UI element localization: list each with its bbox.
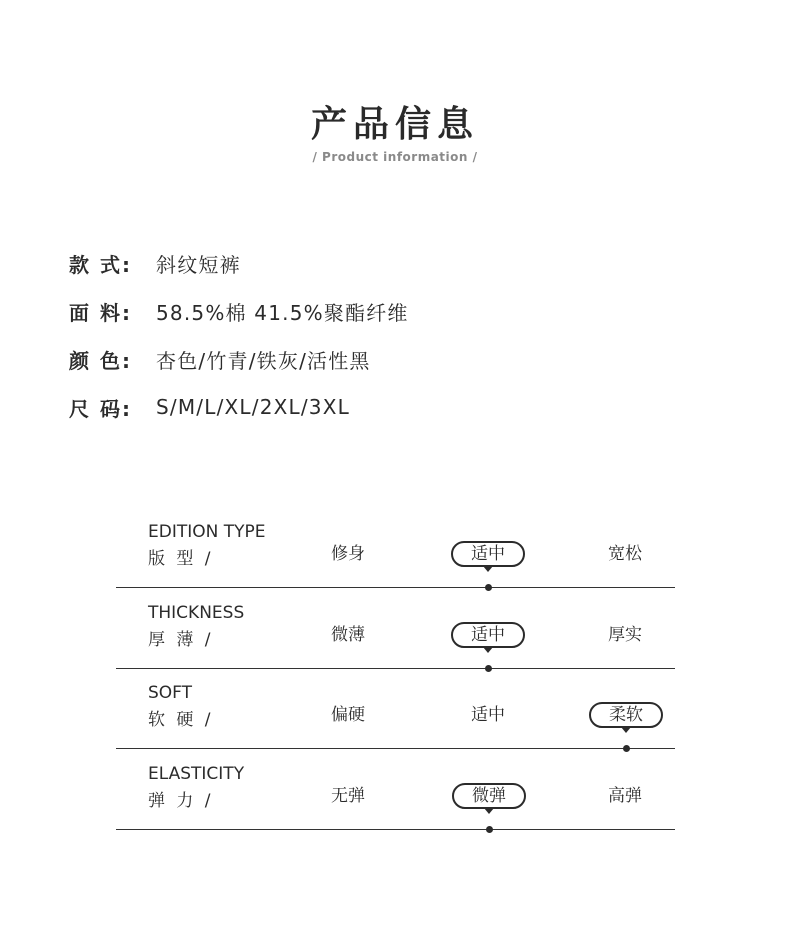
selection-dot-icon [486,826,493,833]
info-label: 颜 色: [69,348,132,373]
attr-option: 微薄 [331,625,365,645]
attr-option: 微弹 [452,783,526,809]
info-label: 面 料: [69,300,132,325]
attr-row-thickness [116,589,675,669]
pointer-triangle-icon [621,727,631,733]
attr-option: 偏硬 [331,705,365,725]
info-value: 杏色/竹青/铁灰/活性黑 [156,348,371,373]
attr-en-label: EDITION TYPE [148,522,266,542]
pointer-triangle-icon [484,808,494,814]
attr-cn-label: 软 硬 / [148,710,214,730]
page-subtitle: / Product information / [312,150,478,164]
info-row-style [69,248,241,278]
info-value: 58.5%棉 41.5%聚酯纤维 [156,300,409,325]
info-label: 款 式: [69,252,132,277]
attr-option: 柔软 [589,702,663,728]
info-value: S/M/L/XL/2XL/3XL [156,395,350,419]
attr-option: 适中 [451,541,525,567]
attr-option: 厚实 [608,625,642,645]
attr-row-elasticity [116,750,675,830]
attr-option: 宽松 [608,544,642,564]
info-value: 斜纹短裤 [156,252,241,277]
info-row-size [69,392,350,422]
attr-option: 适中 [451,622,525,648]
attr-cn-label: 弹 力 / [148,791,214,811]
attr-option: 高弹 [608,786,642,806]
attr-option: 适中 [471,705,505,725]
attr-row-soft [116,669,675,749]
attr-en-label: THICKNESS [148,603,245,623]
attr-row-edition-type [116,508,675,588]
info-label: 尺 码: [69,396,132,421]
attr-cn-label: 版 型 / [148,549,214,569]
info-row-fabric [69,296,409,326]
info-row-color [69,344,371,374]
pointer-triangle-icon [483,647,493,653]
attr-option: 无弹 [331,786,365,806]
attr-en-label: SOFT [148,683,193,703]
attr-en-label: ELASTICITY [148,764,245,784]
attr-cn-label: 厚 薄 / [148,630,214,650]
pointer-triangle-icon [483,566,493,572]
attr-option: 修身 [331,544,365,564]
page-title: 产品信息 [310,104,479,145]
